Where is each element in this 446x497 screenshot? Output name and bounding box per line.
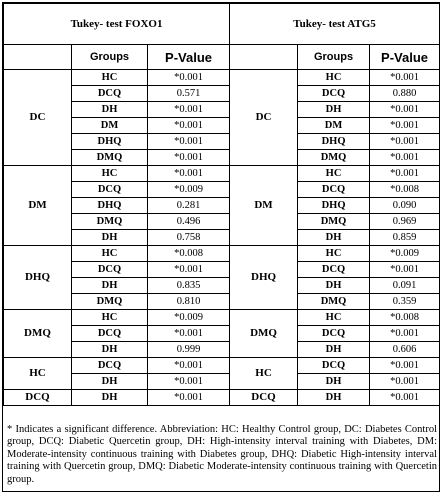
pvalue-foxo1: *0.009 — [148, 310, 230, 326]
pvalue-atg5: *0.001 — [370, 262, 440, 278]
comparison-group-atg5: DCQ — [298, 262, 370, 278]
comparison-group-foxo1: DH — [72, 278, 148, 294]
comparison-group-atg5: DCQ — [298, 182, 370, 198]
pvalue-atg5: *0.001 — [370, 166, 440, 182]
groups-header-atg5: Groups — [298, 45, 370, 70]
comparison-group-atg5: DHQ — [298, 134, 370, 150]
pvalue-foxo1: 0.835 — [148, 278, 230, 294]
group-label-foxo1: HC — [4, 358, 72, 390]
comparison-group-atg5: DM — [298, 118, 370, 134]
pvalue-atg5: *0.001 — [370, 70, 440, 86]
pvalue-foxo1: *0.001 — [148, 134, 230, 150]
foxo1-title: Tukey- test FOXO1 — [4, 4, 230, 45]
comparison-group-foxo1: DH — [72, 102, 148, 118]
comparison-group-foxo1: DH — [72, 374, 148, 390]
comparison-group-atg5: HC — [298, 310, 370, 326]
pvalue-foxo1: 0.999 — [148, 342, 230, 358]
comparison-group-foxo1: DCQ — [72, 326, 148, 342]
comparison-group-atg5: HC — [298, 166, 370, 182]
pvalue-atg5: 0.359 — [370, 294, 440, 310]
comparison-group-atg5: HC — [298, 246, 370, 262]
comparison-group-foxo1: DHQ — [72, 198, 148, 214]
comparison-group-foxo1: HC — [72, 70, 148, 86]
pvalue-foxo1: *0.001 — [148, 358, 230, 374]
pvalue-atg5: 0.859 — [370, 230, 440, 246]
table-row — [4, 166, 440, 182]
group-label-foxo1: DMQ — [4, 310, 72, 358]
pvalue-header-atg5: P-Value — [370, 45, 440, 70]
group-label-atg5: DCQ — [230, 390, 298, 406]
groups-header-foxo1: Groups — [72, 45, 148, 70]
comparison-group-foxo1: DCQ — [72, 358, 148, 374]
comparison-group-atg5: DH — [298, 374, 370, 390]
pvalue-atg5: *0.001 — [370, 326, 440, 342]
comparison-group-atg5: DMQ — [298, 150, 370, 166]
pvalue-foxo1: *0.001 — [148, 262, 230, 278]
comparison-group-foxo1: DCQ — [72, 86, 148, 102]
group-label-foxo1: DM — [4, 166, 72, 246]
comparison-group-foxo1: DMQ — [72, 294, 148, 310]
comparison-group-foxo1: DCQ — [72, 182, 148, 198]
blank-header-cell — [4, 45, 72, 70]
comparison-group-foxo1: HC — [72, 246, 148, 262]
comparison-group-foxo1: HC — [72, 166, 148, 182]
pvalue-atg5: 0.969 — [370, 214, 440, 230]
comparison-group-atg5: DH — [298, 342, 370, 358]
comparison-group-atg5: DHQ — [298, 198, 370, 214]
pvalue-atg5: *0.008 — [370, 310, 440, 326]
group-label-foxo1: DC — [4, 70, 72, 166]
group-label-atg5: DHQ — [230, 246, 298, 310]
comparison-group-atg5: DMQ — [298, 214, 370, 230]
pvalue-foxo1: *0.001 — [148, 166, 230, 182]
pvalue-foxo1: *0.008 — [148, 246, 230, 262]
pvalue-atg5: *0.001 — [370, 102, 440, 118]
comparison-group-foxo1: HC — [72, 310, 148, 326]
comparison-group-atg5: DH — [298, 230, 370, 246]
pvalue-atg5: 0.606 — [370, 342, 440, 358]
comparison-group-atg5: DMQ — [298, 294, 370, 310]
pvalue-foxo1: *0.009 — [148, 182, 230, 198]
table-row — [4, 358, 440, 374]
blank-header-cell — [230, 45, 298, 70]
pvalue-atg5: *0.001 — [370, 134, 440, 150]
comparison-group-atg5: DH — [298, 102, 370, 118]
comparison-group-atg5: DCQ — [298, 86, 370, 102]
comparison-group-foxo1: DMQ — [72, 150, 148, 166]
pvalue-foxo1: *0.001 — [148, 102, 230, 118]
atg5-title: Tukey- test ATG5 — [230, 4, 440, 45]
comparison-group-foxo1: DH — [72, 390, 148, 406]
group-label-atg5: DM — [230, 166, 298, 246]
pvalue-atg5: 0.090 — [370, 198, 440, 214]
group-label-atg5: DMQ — [230, 310, 298, 358]
pvalue-foxo1: *0.001 — [148, 374, 230, 390]
group-label-foxo1: DCQ — [4, 390, 72, 406]
pvalue-foxo1: 0.758 — [148, 230, 230, 246]
pvalue-foxo1: *0.001 — [148, 118, 230, 134]
pvalue-atg5: *0.001 — [370, 118, 440, 134]
pvalue-atg5: *0.001 — [370, 390, 440, 406]
comparison-group-atg5: DH — [298, 278, 370, 294]
pvalue-atg5: *0.009 — [370, 246, 440, 262]
pvalue-atg5: *0.008 — [370, 182, 440, 198]
pvalue-foxo1: 0.496 — [148, 214, 230, 230]
pvalue-foxo1: *0.001 — [148, 150, 230, 166]
group-label-atg5: HC — [230, 358, 298, 390]
comparison-group-foxo1: DCQ — [72, 262, 148, 278]
table-row — [4, 390, 440, 406]
pvalue-foxo1: *0.001 — [148, 390, 230, 406]
comparison-group-foxo1: DH — [72, 342, 148, 358]
comparison-group-atg5: DCQ — [298, 326, 370, 342]
pvalue-atg5: *0.001 — [370, 358, 440, 374]
pvalue-foxo1: 0.810 — [148, 294, 230, 310]
pvalue-header-foxo1: P-Value — [148, 45, 230, 70]
comparison-group-atg5: HC — [298, 70, 370, 86]
pvalue-foxo1: *0.001 — [148, 326, 230, 342]
group-label-foxo1: DHQ — [4, 246, 72, 310]
pvalue-atg5: 0.091 — [370, 278, 440, 294]
footnote: * Indicates a significant difference. Abbreviation: HC: Healthy Control group, DC: Diabetes Control group, DCQ: Diabetic Quercetin group, DH: High-intensity interval training with Diabetes, DM: Moderate-intensity continuous training with Diabetes group, DHQ: Diabetic High-intensity interval training with Quercetin group, DMQ: Diabetic Moderate-intensity continuous training with Quercetin group. — [7, 424, 437, 485]
pvalue-atg5: *0.001 — [370, 150, 440, 166]
table-row — [4, 246, 440, 262]
tukey-table — [3, 3, 440, 406]
pvalue-foxo1: 0.571 — [148, 86, 230, 102]
table-row — [4, 310, 440, 326]
comparison-group-atg5: DCQ — [298, 358, 370, 374]
comparison-group-atg5: DH — [298, 390, 370, 406]
comparison-group-foxo1: DHQ — [72, 134, 148, 150]
table-frame — [2, 2, 440, 492]
comparison-group-foxo1: DM — [72, 118, 148, 134]
comparison-group-foxo1: DMQ — [72, 214, 148, 230]
pvalue-atg5: 0.880 — [370, 86, 440, 102]
pvalue-foxo1: *0.001 — [148, 70, 230, 86]
table-row — [4, 70, 440, 86]
pvalue-atg5: *0.001 — [370, 374, 440, 390]
comparison-group-foxo1: DH — [72, 230, 148, 246]
group-label-atg5: DC — [230, 70, 298, 166]
pvalue-foxo1: 0.281 — [148, 198, 230, 214]
